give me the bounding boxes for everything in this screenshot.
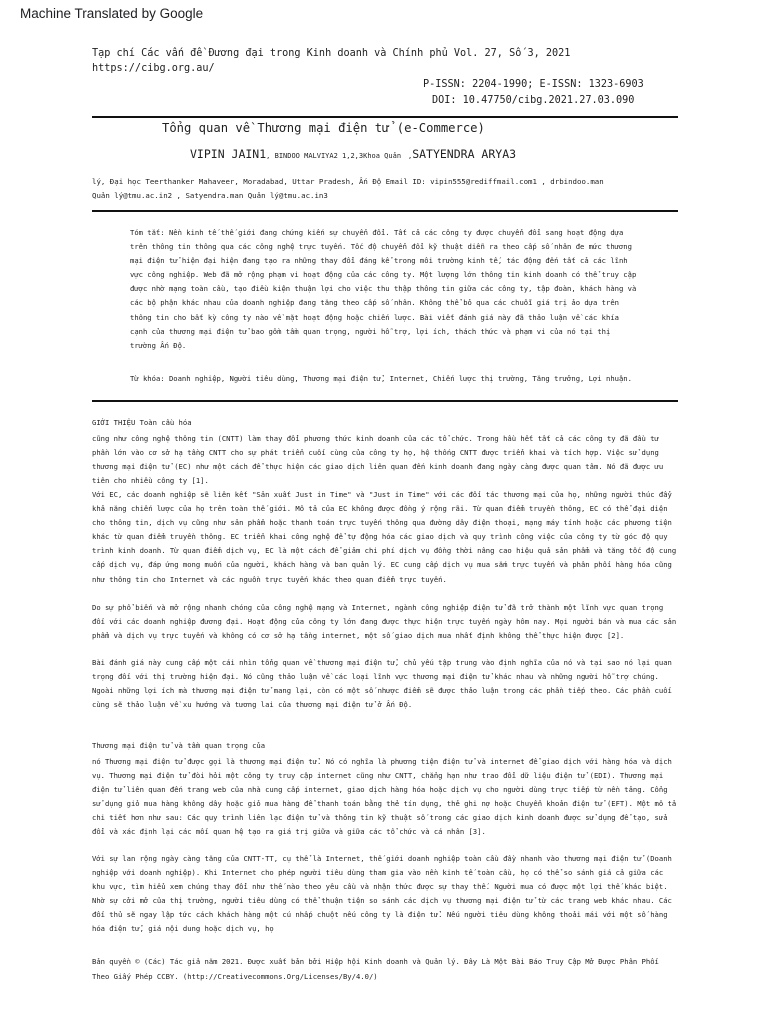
keywords: Từ khóa: Doanh nghiệp, Người tiêu dùng, Thương mại điện tử, Internet, Chiến lược thị trường, Tăng trưởng, Lợi nhuận. [130,374,632,383]
body-paragraph-2: Với EC, các doanh nghiệp sẽ liên kết "Sản xuất Just in Time" và "Just in Time" với các đối tác thương mại của họ, những người thúc đẩy khả năng chiến lược của họ trên toàn thế giới. Mô tả của EC không được đồng ý rộng rãi. Từ quan điểm truyền thông, EC có thể đại diện cho thông tin, dịch vụ cũng như sản phẩm hoặc thanh toán trực tuyến thông qua đường dây điện thoại, mạng máy tính hoặc các phương tiện khác từ quan điểm truyền thông. EC triển khai công nghệ để tự động hóa các giao dịch và quy trình công việc của công ty từ góc độ quy trình kinh doanh. Từ quan điểm dịch vụ, EC là một cách để giảm chi phí dịch vụ đồng thời nâng cao hiệu quả sản phẩm và tăng tốc độ cung cấp dịch vụ, đáp ứng mong muốn của người, khách hàng và ban quản lý. EC cung cấp dịch vụ mua sắm trực tuyến và phân phối hàng hóa cũng như thông tin cho Internet và các nguồn trực tuyến khác theo quan điểm trực tuyến. [92,490,677,584]
journal-url[interactable]: https://cibg.org.au/ [92,63,215,74]
author-3: SATYENDRA ARYA3 [412,147,517,161]
body-paragraph-1: cũng như công nghệ thông tin (CNTT) làm thay đổi phương thức kinh doanh của các tổ chức. Trong hầu hết tất cả các công ty đã đầu tư phần lớn vào cơ sở hạ tầng CNTT cho sự phát triển cuối cùng của công ty họ, hệ thống CNTT được triển khai và tích hợp. Việc sử dụng thương mại điện tử (EC) như một cách để thực hiện các giao dịch liên quan đến kinh doanh đang ngày càng được quan tâm. Nó đã được ưu tiên cho nhiều công ty [1]. [92,434,664,486]
affiliation-line-1: lý, Đại học Teerthanker Mahaveer, Moradabad, Uttar Pradesh, Ấn Độ Email ID: vipin555@rediffmail.com1 , drbindoo.man [92,177,604,186]
abstract-text: Tóm tắt: Nền kinh tế thế giới đang chứng kiến sự chuyển đổi. Tất cả các công ty được chuyển đổi sang hoạt động dựa trên thông tin thông qua các công nghệ trực tuyến. Tốc độ chuyển đổi kỹ thuật diễn ra theo cấp số nhân đe mức thương mại điện tử hiện đại hiện đang tạo ra những thay đổi đáng kể trong môi trường kinh tế, tác động đến tất cả các lĩnh vực công nghiệp. Web đã mở rộng phạm vi hoạt động của các công ty. Một lượng lớn thông tin kinh doanh có thể truy cập được nhờ mạng toàn cầu, tạo điều kiện thuận lợi cho việc thu thập thông tin giữa các công ty, tập đoàn, khách hàng và các bộ phận khác nhau của doanh nghiệp đang tăng theo cấp số nhân. Không thể bỏ qua các chuỗi giá trị ảo dựa trên thông tin cho bất kỳ công ty nào về mặt hoạt động hoặc chiến lược. Bài viết đánh giá này đã thảo luận về các khía cạnh của thương mại điện tử bao gồm tầm quan trọng, người hỗ trợ, lợi ích, thách thức và phạm vi của nó tại thị trường Ấn Độ. [130,228,637,350]
author-separator: , [407,152,413,160]
body-paragraph-4: Bài đánh giá này cung cấp một cái nhìn tổng quan về thương mại điện tử, chủ yếu tập trung vào định nghĩa của nó và tại sao nó lại quan trọng đối với thị trường hiện đại. Nó cũng thảo luận về các loại lĩnh vực thương mại điện tử khác nhau và những người hỗ trợ chúng. Ngoài những lợi ích mà thương mại điện tử mang lại, còn có một số nhược điểm sẽ được thảo luận trong các phần tiếp theo. Các phần cuối cùng sẽ thảo luận về xu hướng và tương lai của thương mại điện tử ở Ấn Độ. [92,658,672,710]
abstract-bottom-rule [92,400,678,402]
doi-line[interactable]: DOI: 10.47750/cibg.2021.27.03.090 [432,95,635,106]
journal-title-line: Tạp chí Các vấn đề Đương đại trong Kinh doanh và Chính phủ Vol. 27, Số 3, 2021 [92,48,571,59]
header-rule [92,116,678,118]
affiliation-line-2: Quản lý@tmu.ac.in2 , Satyendra.man Quản lý@tmu.ac.in3 [92,191,328,200]
machine-translated-banner: Machine Translated by Google [20,6,204,21]
body-paragraph-5: nó Thương mại điện tử được gọi là thương mại điện tử. Nó có nghĩa là phương tiện điện tử và internet để giao dịch với hàng hóa và dịch vụ. Thương mại điện tử đòi hỏi một công ty truy cập internet cũng như CNTT, chẳng hạn như trao đổi dữ liệu điện tử (EDI). Thương mại điện tử liên quan đến trang web của nhà cung cấp internet, giao dịch hàng hóa hoặc dịch vụ cho người dùng trực tiếp từ nền tảng. Cổng sử dụng giỏ mua hàng không dây hoặc giỏ mua hàng để thanh toán bằng thẻ tín dụng, thẻ ghi nợ hoặc Chuyển khoản điện tử (EFT). Một mô tả chi tiết hơn như sau: Các quy trình liên lạc điện tử và thông tin kỹ thuật số trong các giao dịch kinh doanh được sử dụng để tạo, sửa đổi và xác định lại các mối quan hệ tạo ra giá trị giữa và giữa các tổ chức và cá nhân [3]. [92,757,677,837]
author-line [190,147,516,161]
section-heading-importance: Thương mại điện tử và tầm quan trọng của [92,741,266,750]
issn-line: P-ISSN: 2204-1990; E-ISSN: 1323-6903 [423,79,644,90]
section-heading-introduction: GIỚI THIỆU Toàn cầu hóa [92,418,192,427]
author-1: VIPIN JAIN1 [190,147,267,161]
author-2-affiliation: , BINDOO MALVIYA2 1,2,3Khoa Quản [266,152,402,160]
abstract-top-rule [92,210,678,212]
copyright-footer: Bản quyền © (Các) Tác giả năm 2021. Được xuất bản bởi Hiệp hội Kinh doanh và Quản lý. Đây Là Một Bài Báo Truy Cập Mở Được Phân Phối Theo Giấy Phép CCBY. (http://Creativecommons.Org/Licenses/By/4.0/) [92,957,659,981]
paper-title: Tổng quan về Thương mại điện tử (e-Commerce) [162,121,485,135]
body-paragraph-3: Do sự phổ biến và mở rộng nhanh chóng của công nghệ mạng và Internet, ngành công nghiệp điện tử đã trở thành một lĩnh vực quan trọng đối với các doanh nghiệp đương đại. Hoạt động của công ty lớn đang được thực hiện trực tuyến ngày hôm nay. Mọi người bán và mua các sản phẩm và dịch vụ trực tuyến và không có cơ sở hạ tầng internet, một số giao dịch mua nhất định không thể thực hiện được [2]. [92,603,677,641]
body-paragraph-6: Với sự lan rộng ngày càng tăng của CNTT-TT, cụ thể là Internet, thế giới doanh nghiệp toàn cầu đầy nhanh vào thương mại điện tử (Doanh nghiệp với doanh nghiệp). Khi Internet cho phép người tiêu dùng tham gia vào nền kinh tế toàn cầu, họ có thể so sánh giá cả giữa các khu vực, tìm hiểu xem chúng thay đổi như thế nào theo yêu cầu và nhận thức được sự thay thế. Người mua có được một lợi thế khác biệt. Nhờ sự cởi mở của thị trường, người tiêu dùng có thể thuận tiện so sánh các dịch vụ thương mại điện tử từ các trang web khác nhau. Các đối thủ sẽ ngay lập tức cách khách hàng một cú nhấp chuột nếu công ty là điện tử. Nếu người tiêu dùng không thoải mái với một số hàng hóa điện tử, giá nội dung hoặc dịch vụ, họ [92,854,672,934]
